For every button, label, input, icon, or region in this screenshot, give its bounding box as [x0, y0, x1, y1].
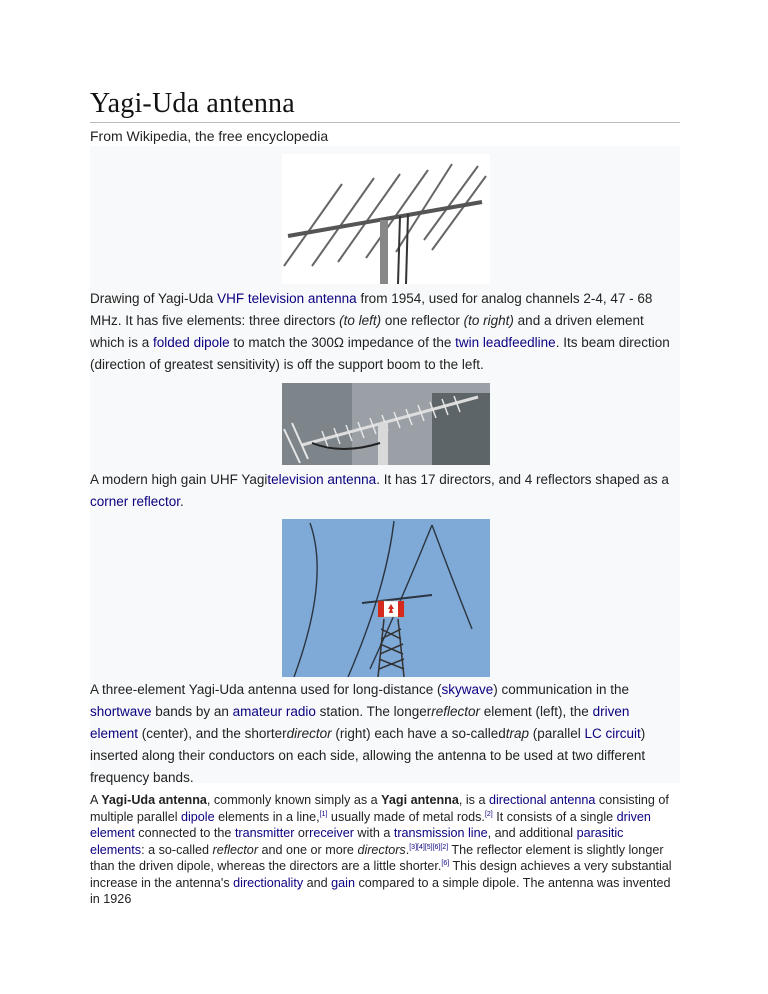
figure-2 — [90, 381, 680, 515]
link-transmitter[interactable]: transmitter — [234, 826, 295, 840]
link-television-antenna[interactable]: television antenna — [247, 291, 357, 306]
figure-2-caption: A modern high gain UHF Yagitelevision antenna. It has 17 directors, and 4 reflectors shaped as a corner reflector. — [90, 472, 669, 509]
link-skywave[interactable]: skywave — [441, 682, 494, 697]
figure-3 — [90, 515, 680, 783]
link-directionality[interactable]: directionality — [233, 875, 304, 890]
uhf-yagi-photo — [282, 383, 490, 465]
ref-group[interactable]: [3][4][5][6][2] — [409, 843, 449, 851]
link-gain[interactable]: gain — [331, 875, 355, 890]
figure-1 — [90, 146, 680, 381]
figure-3-caption: A three-element Yagi-Uda antenna used for long-distance (skywave) communication in the shortwave bands by an amateur radio station. The longerreflector element (left), the driven element (center), and the shorterdirector (right) each have a so-calledtrap (parallel LC circuit) inserted along their conductors on each side, allowing the antenna to be used at two different frequency bands. — [90, 682, 646, 785]
link-television-antenna-2[interactable]: television antenna — [267, 472, 377, 487]
ref-1[interactable]: [1] — [319, 810, 328, 818]
link-dipole[interactable]: dipole — [181, 809, 215, 824]
link-driven-element[interactable]: driven element — [90, 704, 630, 741]
link-directional-antenna[interactable]: directional antenna — [488, 793, 596, 807]
ref-2[interactable]: [2] — [484, 810, 493, 818]
link-amateur-radio[interactable]: amateur radio — [232, 704, 316, 719]
link-lc-circuit[interactable]: LC circuit — [584, 726, 641, 741]
link-shortwave[interactable]: shortwave — [90, 704, 152, 719]
title-divider — [90, 122, 680, 123]
link-feedline[interactable]: feedline — [508, 335, 556, 350]
three-element-yagi-photo — [282, 519, 490, 677]
antenna-drawing-image — [282, 154, 490, 284]
link-folded-dipole[interactable]: folded dipole — [153, 335, 230, 350]
link-vhf[interactable]: VHF — [217, 291, 245, 306]
link-corner-reflector[interactable]: corner reflector — [90, 494, 181, 509]
link-receiver[interactable]: receiver — [309, 826, 354, 840]
link-parasitic-elements[interactable]: parasitic elements — [90, 826, 624, 857]
link-transmission-line[interactable]: transmission line — [393, 826, 488, 840]
page-subtitle: From Wikipedia, the free encyclopedia — [90, 128, 329, 144]
link-driven-element-body[interactable]: driven element — [90, 809, 651, 840]
figure-1-caption: Drawing of Yagi-Uda VHF television antenna from 1954, used for analog channels 2-4, 47 - 68 MHz. It has five elements: three directors (to left) one reflector (to right) and a driven element which is a folded dipole to match the 300Ω impedance of the twin leadfeedline. Its beam direction (direction of greatest sensitivity) is off the support boom to the left. — [90, 291, 670, 372]
intro-paragraph: A Yagi-Uda antenna, commonly known simply as a Yagi antenna, is a directional antenna consisting of multiple parallel dipole elements in a line,[1] usually made of metal rods.[2] It consists of a single driven element connected to the transmitter orreceiver with a transmission line, and additional parasitic elements: a so-called reflector and one or more directors.[3][4][5][6][2] The reflector element is slightly longer than the driven dipole, whereas the directors are a little shorter.[6] This design achieves a very substantial increase in the antenna's directionality and gain compared to a simple dipole. The antenna was invented in 1926 — [90, 793, 672, 906]
link-twin-lead[interactable]: twin lead — [455, 335, 509, 350]
page-title: Yagi-Uda antenna — [90, 88, 295, 119]
ref-6[interactable]: [6] — [441, 859, 450, 867]
